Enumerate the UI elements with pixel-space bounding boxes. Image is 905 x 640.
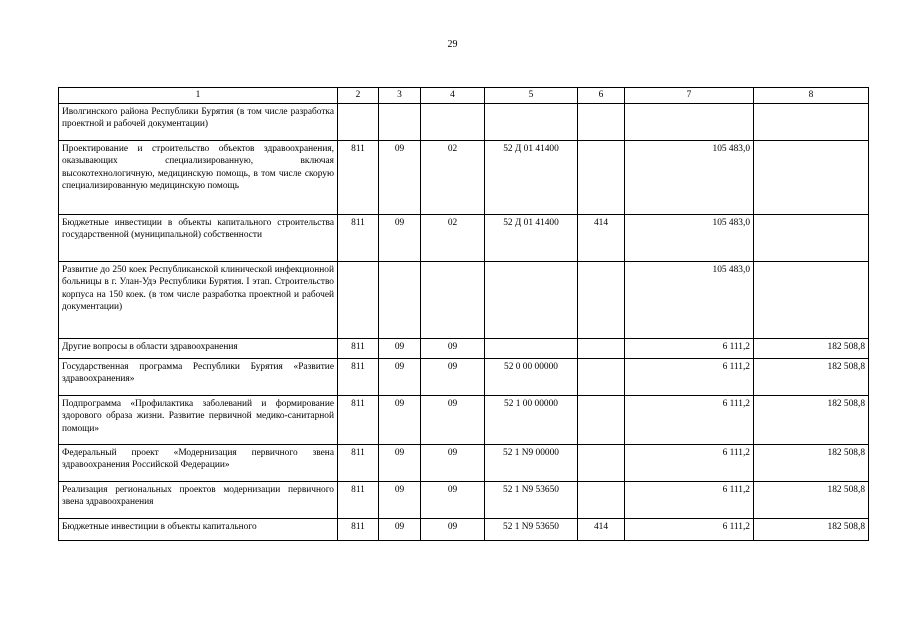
amount-col7 bbox=[625, 104, 754, 141]
expense-type-code bbox=[578, 262, 625, 339]
expense-type-code bbox=[578, 445, 625, 482]
amount-col8: 182 508,8 bbox=[754, 482, 869, 519]
section-code: 09 bbox=[379, 482, 421, 519]
ministry-code: 811 bbox=[338, 339, 379, 359]
target-article-code: 52 Д 01 41400 bbox=[485, 141, 578, 215]
expense-type-code bbox=[578, 359, 625, 396]
header-cell: 3 bbox=[379, 88, 421, 104]
ministry-code bbox=[338, 104, 379, 141]
expense-type-code: 414 bbox=[578, 519, 625, 541]
row-name: Реализация региональных проектов модернизации первичного звена здравоохранения bbox=[59, 482, 338, 519]
header-cell: 4 bbox=[421, 88, 485, 104]
amount-col8 bbox=[754, 141, 869, 215]
section-code: 09 bbox=[379, 359, 421, 396]
amount-col8: 182 508,8 bbox=[754, 519, 869, 541]
row-name: Государственная программа Республики Бурятия «Развитие здравоохранения» bbox=[59, 359, 338, 396]
table-row bbox=[59, 104, 869, 141]
header-cell: 1 bbox=[59, 88, 338, 104]
target-article-code: 52 0 00 00000 bbox=[485, 359, 578, 396]
header-cell: 6 bbox=[578, 88, 625, 104]
table-row bbox=[59, 519, 869, 541]
target-article-code: 52 1 N9 53650 bbox=[485, 519, 578, 541]
target-article-code: 52 1 N9 00000 bbox=[485, 445, 578, 482]
budget-table bbox=[58, 87, 869, 541]
header-row bbox=[59, 88, 869, 104]
row-name: Развитие до 250 коек Республиканской клинической инфекционной больницы в г. Улан-Удэ Республики Бурятия. I этап. Строительство корпуса на 150 коек. (в том числе разработка проектной и рабочей документации) bbox=[59, 262, 338, 339]
expense-type-code bbox=[578, 396, 625, 445]
target-article-code bbox=[485, 339, 578, 359]
section-code: 09 bbox=[379, 141, 421, 215]
subsection-code: 09 bbox=[421, 519, 485, 541]
subsection-code bbox=[421, 104, 485, 141]
row-name: Проектирование и строительство объектов здравоохранения, оказывающих специализированную, включая высокотехнологичную, медицинскую помощь, в том числе скорую специализированную медицинскую помощь bbox=[59, 141, 338, 215]
amount-col7: 105 483,0 bbox=[625, 215, 754, 262]
target-article-code: 52 1 00 00000 bbox=[485, 396, 578, 445]
table-row bbox=[59, 339, 869, 359]
amount-col7: 105 483,0 bbox=[625, 262, 754, 339]
expense-type-code bbox=[578, 339, 625, 359]
expense-type-code bbox=[578, 141, 625, 215]
table-row bbox=[59, 215, 869, 262]
section-code: 09 bbox=[379, 445, 421, 482]
amount-col8 bbox=[754, 262, 869, 339]
ministry-code: 811 bbox=[338, 482, 379, 519]
row-name: Федеральный проект «Модернизация первичного звена здравоохранения Российской Федерации» bbox=[59, 445, 338, 482]
header-cell: 8 bbox=[754, 88, 869, 104]
target-article-code: 52 Д 01 41400 bbox=[485, 215, 578, 262]
row-name: Другие вопросы в области здравоохранения bbox=[59, 339, 338, 359]
table-row bbox=[59, 396, 869, 445]
section-code: 09 bbox=[379, 519, 421, 541]
section-code: 09 bbox=[379, 215, 421, 262]
table-row bbox=[59, 262, 869, 339]
ministry-code: 811 bbox=[338, 445, 379, 482]
row-name: Бюджетные инвестиции в объекты капитального строительства государственной (муниципальной) собственности bbox=[59, 215, 338, 262]
subsection-code: 09 bbox=[421, 396, 485, 445]
table-row bbox=[59, 141, 869, 215]
row-name: Подпрограмма «Профилактика заболеваний и формирование здорового образа жизни. Развитие первичной медико-санитарной помощи» bbox=[59, 396, 338, 445]
amount-col7: 6 111,2 bbox=[625, 359, 754, 396]
subsection-code: 09 bbox=[421, 359, 485, 396]
amount-col8 bbox=[754, 215, 869, 262]
amount-col7: 6 111,2 bbox=[625, 445, 754, 482]
target-article-code bbox=[485, 104, 578, 141]
target-article-code bbox=[485, 262, 578, 339]
amount-col7: 6 111,2 bbox=[625, 519, 754, 541]
amount-col7: 6 111,2 bbox=[625, 482, 754, 519]
row-name: Иволгинского района Республики Бурятия (в том числе разработка проектной и рабочей документации) bbox=[59, 104, 338, 141]
ministry-code: 811 bbox=[338, 396, 379, 445]
header-cell: 2 bbox=[338, 88, 379, 104]
section-code bbox=[379, 262, 421, 339]
amount-col8: 182 508,8 bbox=[754, 339, 869, 359]
subsection-code bbox=[421, 262, 485, 339]
subsection-code: 09 bbox=[421, 482, 485, 519]
ministry-code bbox=[338, 262, 379, 339]
subsection-code: 09 bbox=[421, 445, 485, 482]
section-code: 09 bbox=[379, 339, 421, 359]
subsection-code: 02 bbox=[421, 215, 485, 262]
amount-col7: 6 111,2 bbox=[625, 396, 754, 445]
subsection-code: 09 bbox=[421, 339, 485, 359]
expense-type-code bbox=[578, 104, 625, 141]
section-code bbox=[379, 104, 421, 141]
amount-col8 bbox=[754, 104, 869, 141]
amount-col7: 6 111,2 bbox=[625, 339, 754, 359]
table-row bbox=[59, 359, 869, 396]
amount-col7: 105 483,0 bbox=[625, 141, 754, 215]
expense-type-code bbox=[578, 482, 625, 519]
header-cell: 7 bbox=[625, 88, 754, 104]
amount-col8: 182 508,8 bbox=[754, 396, 869, 445]
amount-col8: 182 508,8 bbox=[754, 445, 869, 482]
ministry-code: 811 bbox=[338, 519, 379, 541]
expense-type-code: 414 bbox=[578, 215, 625, 262]
section-code: 09 bbox=[379, 396, 421, 445]
amount-col8: 182 508,8 bbox=[754, 359, 869, 396]
table-row bbox=[59, 482, 869, 519]
table-row bbox=[59, 445, 869, 482]
ministry-code: 811 bbox=[338, 359, 379, 396]
subsection-code: 02 bbox=[421, 141, 485, 215]
header-cell: 5 bbox=[485, 88, 578, 104]
page-number: 29 bbox=[447, 39, 458, 50]
row-name: Бюджетные инвестиции в объекты капитального bbox=[59, 519, 338, 541]
target-article-code: 52 1 N9 53650 bbox=[485, 482, 578, 519]
ministry-code: 811 bbox=[338, 141, 379, 215]
ministry-code: 811 bbox=[338, 215, 379, 262]
